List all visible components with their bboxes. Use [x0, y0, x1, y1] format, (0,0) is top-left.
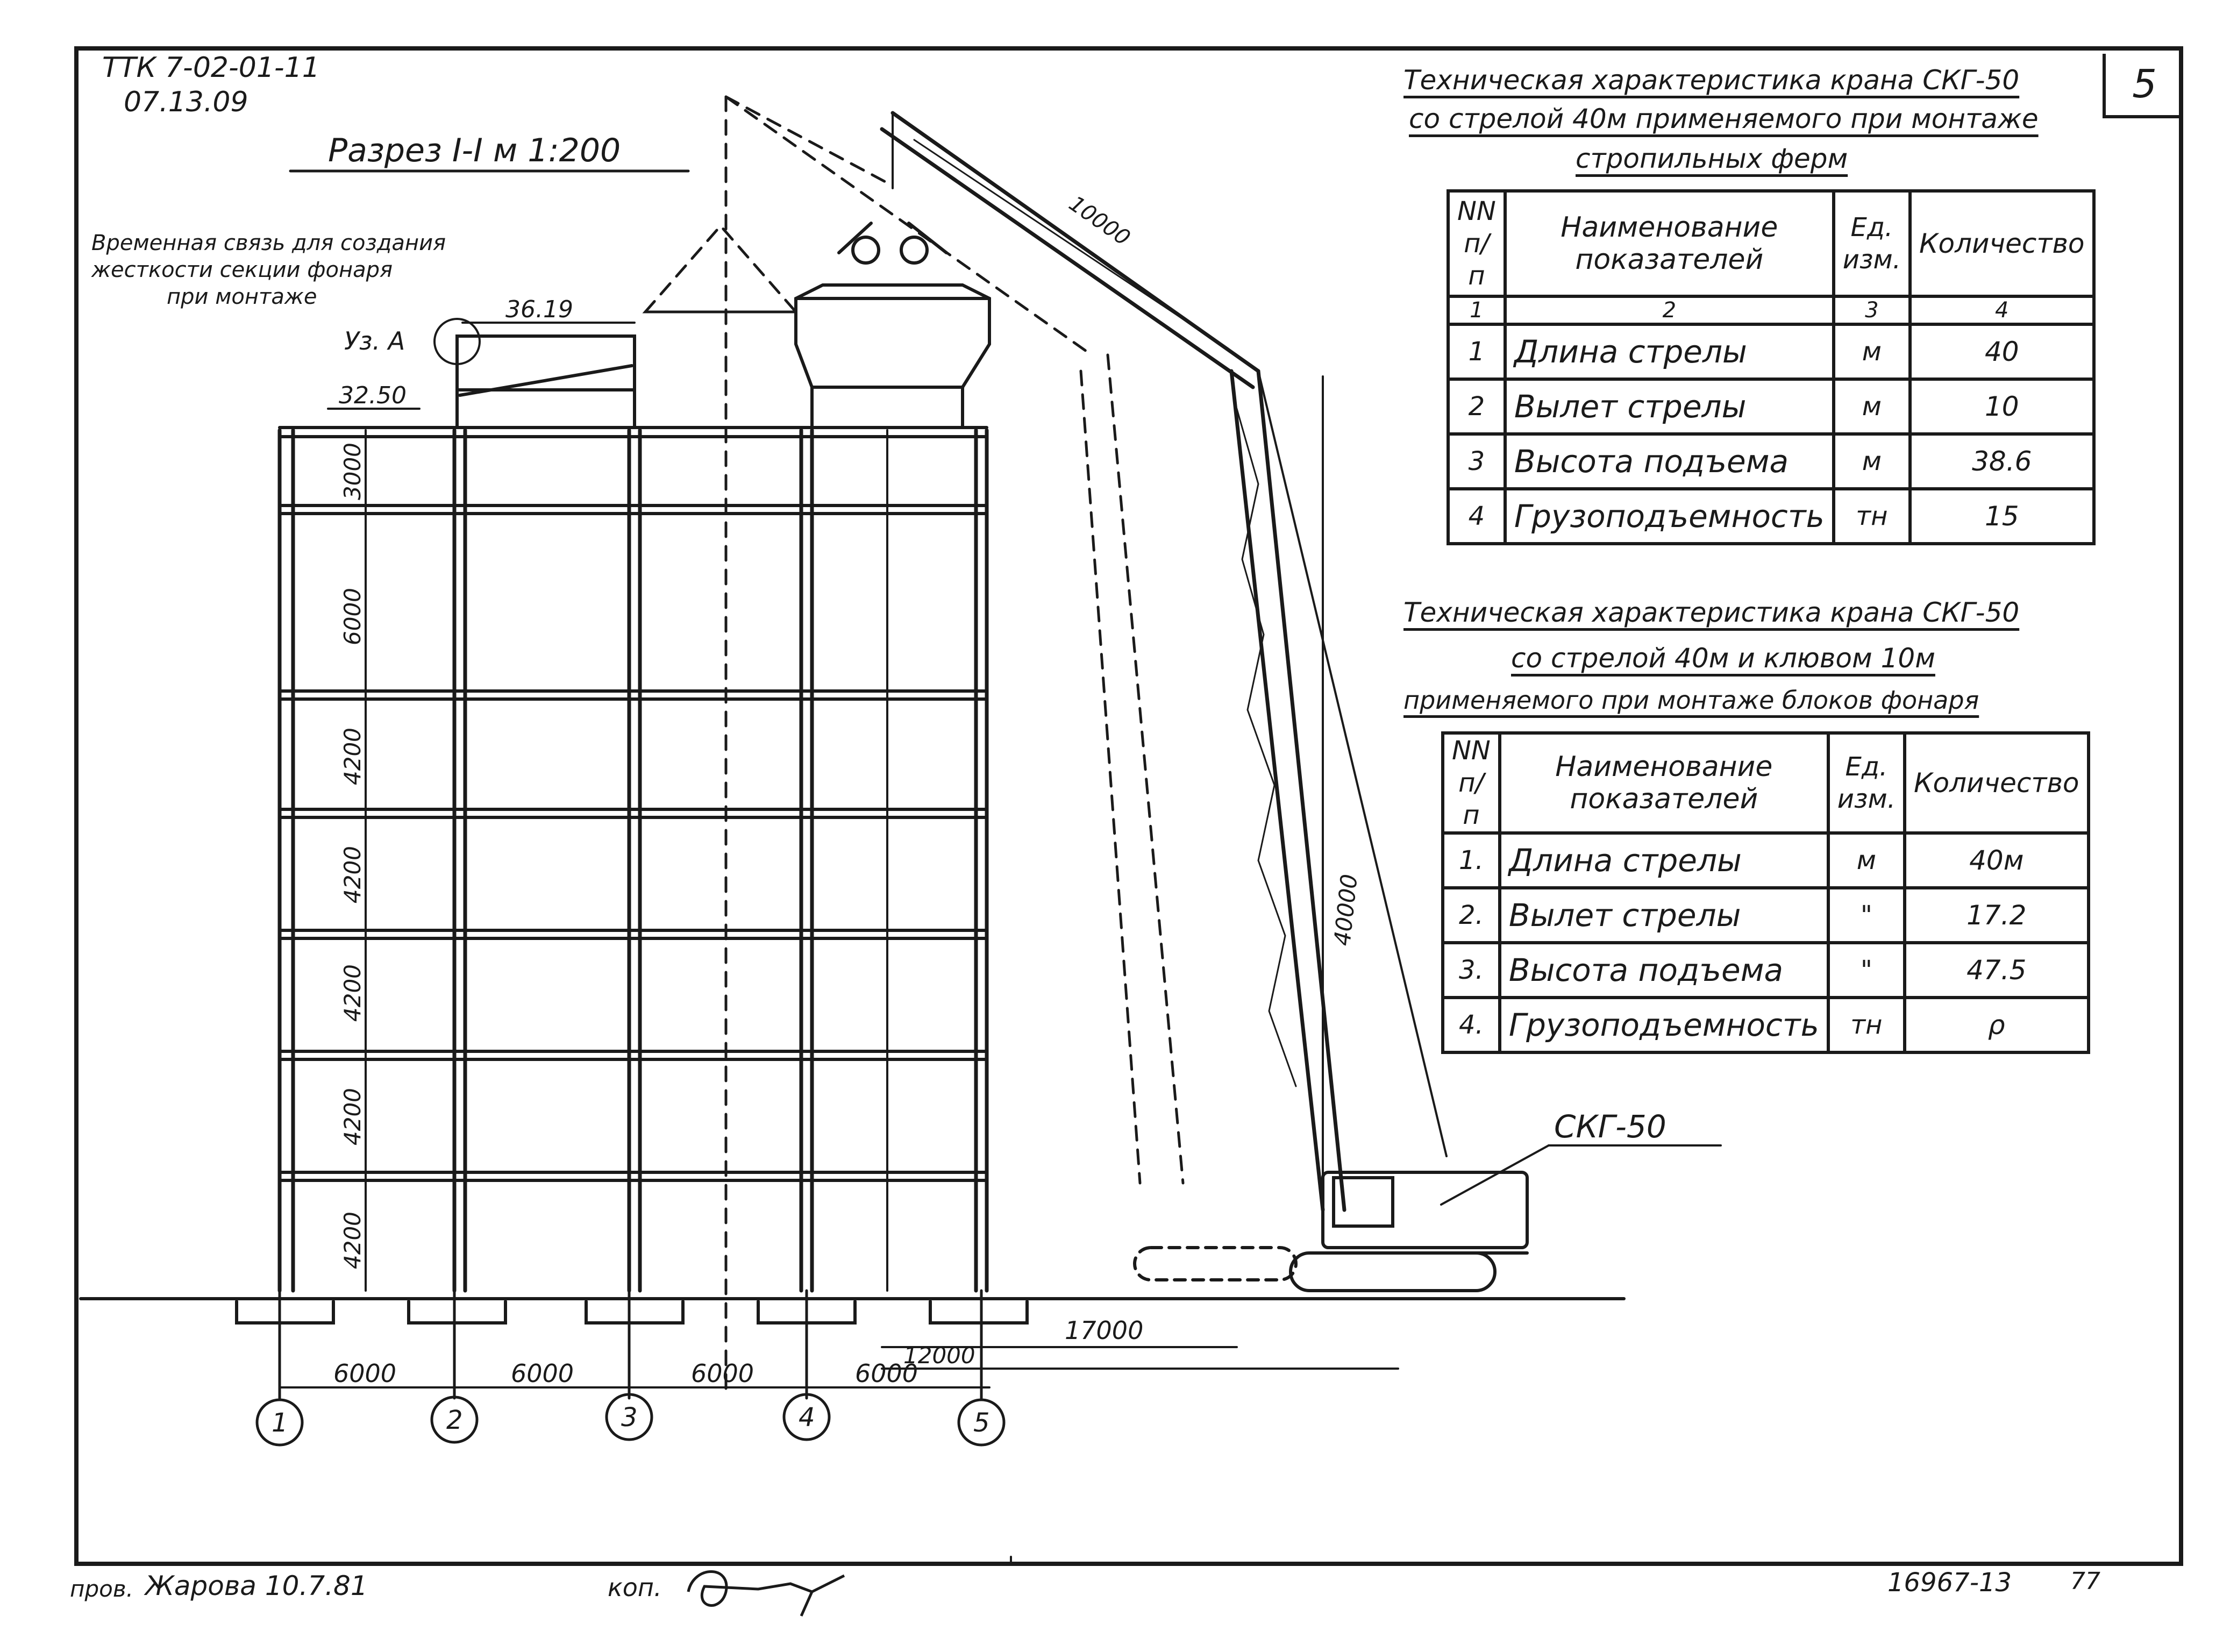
temp-brace-note-1: Временная связь для создания	[91, 231, 446, 255]
axis-3: 3	[621, 1402, 638, 1433]
temp-brace-note-2: жесткости секции фонаря	[91, 258, 393, 282]
row-unit: тн	[1828, 998, 1905, 1052]
table-row	[1448, 489, 2094, 544]
row-qty: 38.6	[1910, 434, 2094, 489]
table2-col-nn: NN п/п	[1443, 733, 1500, 833]
table1-title-2: со стрелой 40м применяемого при монтаже	[1409, 103, 2039, 134]
row-number: 2.	[1443, 888, 1500, 943]
row-number: 2	[1448, 379, 1505, 434]
row-name: Грузоподъемность	[1505, 489, 1834, 544]
doc-code: ТТК 7-02-01-11	[102, 52, 320, 84]
row-qty: 15	[1910, 489, 2094, 544]
dim-17000: 17000	[1065, 1316, 1144, 1345]
table2-col-qty: Количество	[1905, 733, 2089, 833]
floor-beams	[280, 428, 987, 1180]
table2-title-1: Техническая характеристика крана СКГ-50	[1403, 597, 2020, 628]
floor-height-5: 4200	[339, 964, 366, 1022]
table1-col-unit: Ед. изм.	[1834, 191, 1910, 296]
row-unit: м	[1828, 833, 1905, 888]
row-unit: "	[1828, 943, 1905, 998]
crane-spec-table-1	[1447, 189, 2096, 545]
crane-label: СКГ-50	[1554, 1108, 1666, 1145]
axis-2: 2	[446, 1405, 463, 1435]
crane-boom	[882, 113, 1447, 1210]
span-2: 6000	[511, 1359, 574, 1388]
roof-lantern-installed	[434, 319, 635, 428]
dashed-lift-position	[645, 97, 1183, 1398]
table1-index-row	[1448, 296, 2094, 324]
row-qty: 17.2	[1905, 888, 2089, 943]
span-4: 6000	[855, 1359, 918, 1388]
elev-roof: 32.50	[339, 382, 407, 409]
table1-index-1: 1	[1448, 296, 1505, 324]
row-unit: "	[1828, 888, 1905, 943]
table1-index-2: 2	[1505, 296, 1834, 324]
building-frame	[280, 430, 987, 1291]
row-number: 4	[1448, 489, 1505, 544]
elev-top: 36.19	[505, 296, 573, 323]
table1-title-3: стропильных ферм	[1576, 143, 1848, 174]
table-row	[1443, 998, 2089, 1052]
row-unit: м	[1834, 434, 1910, 489]
table2-title-3: применяемого при монтаже блоков фонаря	[1403, 686, 1979, 715]
row-qty: 40м	[1905, 833, 2089, 888]
table-row	[1443, 943, 2089, 998]
axis-4: 4	[799, 1402, 815, 1433]
table-row	[1443, 833, 2089, 888]
archive-number: 16967-13	[1887, 1568, 2012, 1598]
footer-mark: 77	[2070, 1568, 2100, 1595]
row-number: 1	[1448, 324, 1505, 379]
node-label: Уз. А	[344, 326, 405, 355]
temp-brace-note-3: при монтаже	[167, 284, 317, 309]
sheet-number: 5	[2103, 54, 2183, 118]
table2-header-row	[1443, 733, 2089, 833]
footer-copied-label: коп.	[608, 1573, 662, 1602]
table1-header-row	[1448, 191, 2094, 296]
mast-length-label: 40000	[1329, 873, 1363, 948]
table-row	[1443, 888, 2089, 943]
floor-height-2: 6000	[339, 588, 366, 645]
table2-title-2: со стрелой 40м и клювом 10м	[1511, 643, 1935, 674]
table-row	[1448, 434, 2094, 489]
table1-col-name: Наименование показателей	[1505, 191, 1834, 296]
row-name: Длина стрелы	[1505, 324, 1834, 379]
floor-height-6: 4200	[339, 1088, 366, 1145]
footer-checked-label: пров.	[70, 1576, 133, 1602]
boom-length-label: 10000	[1064, 191, 1135, 251]
doc-date: 07.13.09	[124, 86, 248, 118]
table-row	[1448, 379, 2094, 434]
row-number: 3.	[1443, 943, 1500, 998]
row-qty: 47.5	[1905, 943, 2089, 998]
span-1: 6000	[333, 1359, 397, 1388]
crane-spec-table-2	[1441, 731, 2090, 1054]
floor-height-3: 4200	[339, 728, 366, 785]
row-name: Вылет стрелы	[1505, 379, 1834, 434]
table-row	[1448, 324, 2094, 379]
table1-col-nn: NN п/п	[1448, 191, 1505, 296]
row-name: Вылет стрелы	[1500, 888, 1828, 943]
foundations	[237, 1301, 1027, 1323]
row-qty: 40	[1910, 324, 2094, 379]
row-name: Длина стрелы	[1500, 833, 1828, 888]
footer-checker: Жарова 10.7.81	[145, 1570, 368, 1601]
row-unit: тн	[1834, 489, 1910, 544]
span-3: 6000	[691, 1359, 754, 1388]
floor-height-4: 4200	[339, 846, 366, 903]
row-name: Высота подъема	[1505, 434, 1834, 489]
table1-title-1: Техническая характеристика крана СКГ-50	[1403, 65, 2020, 96]
row-qty: 10	[1910, 379, 2094, 434]
row-number: 4.	[1443, 998, 1500, 1052]
row-number: 3	[1448, 434, 1505, 489]
row-number: 1.	[1443, 833, 1500, 888]
copyist-signature	[683, 1560, 855, 1619]
roof-lantern-block	[796, 223, 989, 428]
table1-index-4: 4	[1910, 296, 2094, 324]
section-title: Разрез I-I м 1:200	[328, 132, 621, 169]
row-unit: м	[1834, 379, 1910, 434]
row-unit: м	[1834, 324, 1910, 379]
floor-height-7: 4200	[339, 1212, 366, 1269]
dim-12000: 12000	[903, 1342, 975, 1369]
dimension-lines	[280, 323, 1398, 1387]
row-name: Высота подъема	[1500, 943, 1828, 998]
floor-height-1: 3000	[339, 443, 366, 500]
row-qty: ρ	[1905, 998, 2089, 1052]
table1-col-qty: Количество	[1910, 191, 2094, 296]
table2-col-name: Наименование показателей	[1500, 733, 1828, 833]
row-name: Грузоподъемность	[1500, 998, 1828, 1052]
axis-1: 1	[272, 1408, 288, 1438]
axis-5: 5	[973, 1408, 990, 1438]
table1-index-3: 3	[1834, 296, 1910, 324]
table2-col-unit: Ед. изм.	[1828, 733, 1905, 833]
